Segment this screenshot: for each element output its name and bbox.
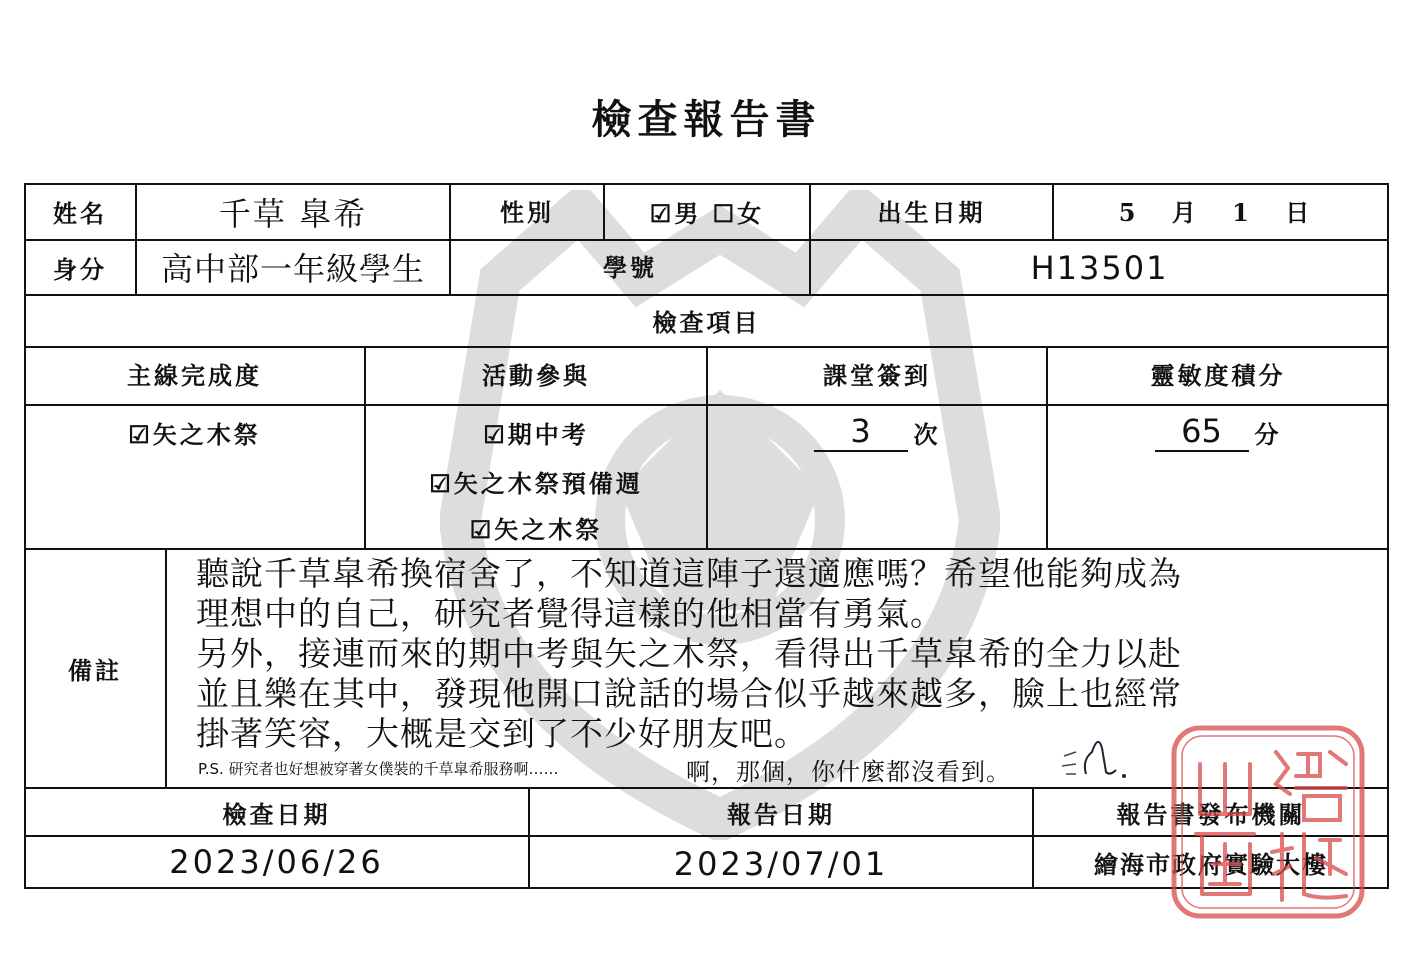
report-date-label: 報告日期 [727,799,835,829]
inspection-section-label: 檢查項目 [652,307,761,337]
activity-item: ☑矢之木祭 [469,514,603,544]
birthday-value: 5 月 1 日 [1118,197,1324,227]
activity-item: ☑期中考 [483,419,589,449]
remarks-line: 另外，接連而來的期中考與矢之木祭，看得出千草皐希的全力以赴 [196,634,1182,673]
remarks-line: 理想中的自己，研究者覺得這樣的他相當有勇氣。 [196,594,944,633]
remarks-ps: P.S. 研究者也好想被穿著女僕裝的千草皐希服務啊…… [198,760,559,778]
attendance-count [707,410,1047,454]
sensitivity-score [1047,410,1389,454]
attendance-value: 3 [814,412,908,452]
report-date-value: 2023/07/01 [673,845,889,883]
col-main-line: 主線完成度 [127,360,262,390]
identity-label: 身分 [53,254,107,284]
activity-item: ☑矢之木祭預備週 [429,468,643,498]
remarks-label: 備註 [68,655,122,685]
gender-label: 性別 [500,197,554,227]
remarks-line: 聽說千草皐希換宿舍了，不知道這陣子還適應嗎？希望他能夠成為 [196,554,1182,593]
gender-options: ☑男 ☐女 [649,198,765,228]
remarks-line: 掛著笑容，大概是交到了不少好朋友吧。 [196,714,808,753]
name-label: 姓名 [53,198,107,228]
issuer-label: 報告書發布機關 [1116,799,1306,829]
sensitivity-unit: 分 [1254,419,1282,449]
name-value: 千草 皐希 [218,195,368,233]
remarks-ps-reply: 啊，那個，你什麼都沒看到。 [686,758,1011,786]
col-sensitivity: 靈敏度積分 [1150,360,1286,390]
attendance-unit: 次 [913,419,941,449]
red-seal-stamp [1170,724,1366,920]
document-title: 檢查報告書 [591,96,822,143]
birthday-label: 出生日期 [877,197,986,227]
student-id-label: 學號 [603,252,657,282]
col-attendance: 課堂簽到 [823,360,931,390]
inspection-date-label: 檢查日期 [222,799,331,829]
remarks-line: 並且樂在其中，發現他開口說話的場合似乎越來越多，臉上也經常 [196,674,1182,713]
student-id-value: H13501 [1030,249,1169,287]
identity-value: 高中部一年級學生 [160,250,425,288]
col-activities: 活動參與 [482,360,590,390]
sensitivity-value: 65 [1155,412,1249,452]
scribble-doodle [1060,730,1130,780]
main-line-item: ☑矢之木祭 [128,419,261,449]
issuer-value: 繪海市政府實驗大樓 [1094,849,1328,879]
inspection-date-value: 2023/06/26 [169,843,384,881]
